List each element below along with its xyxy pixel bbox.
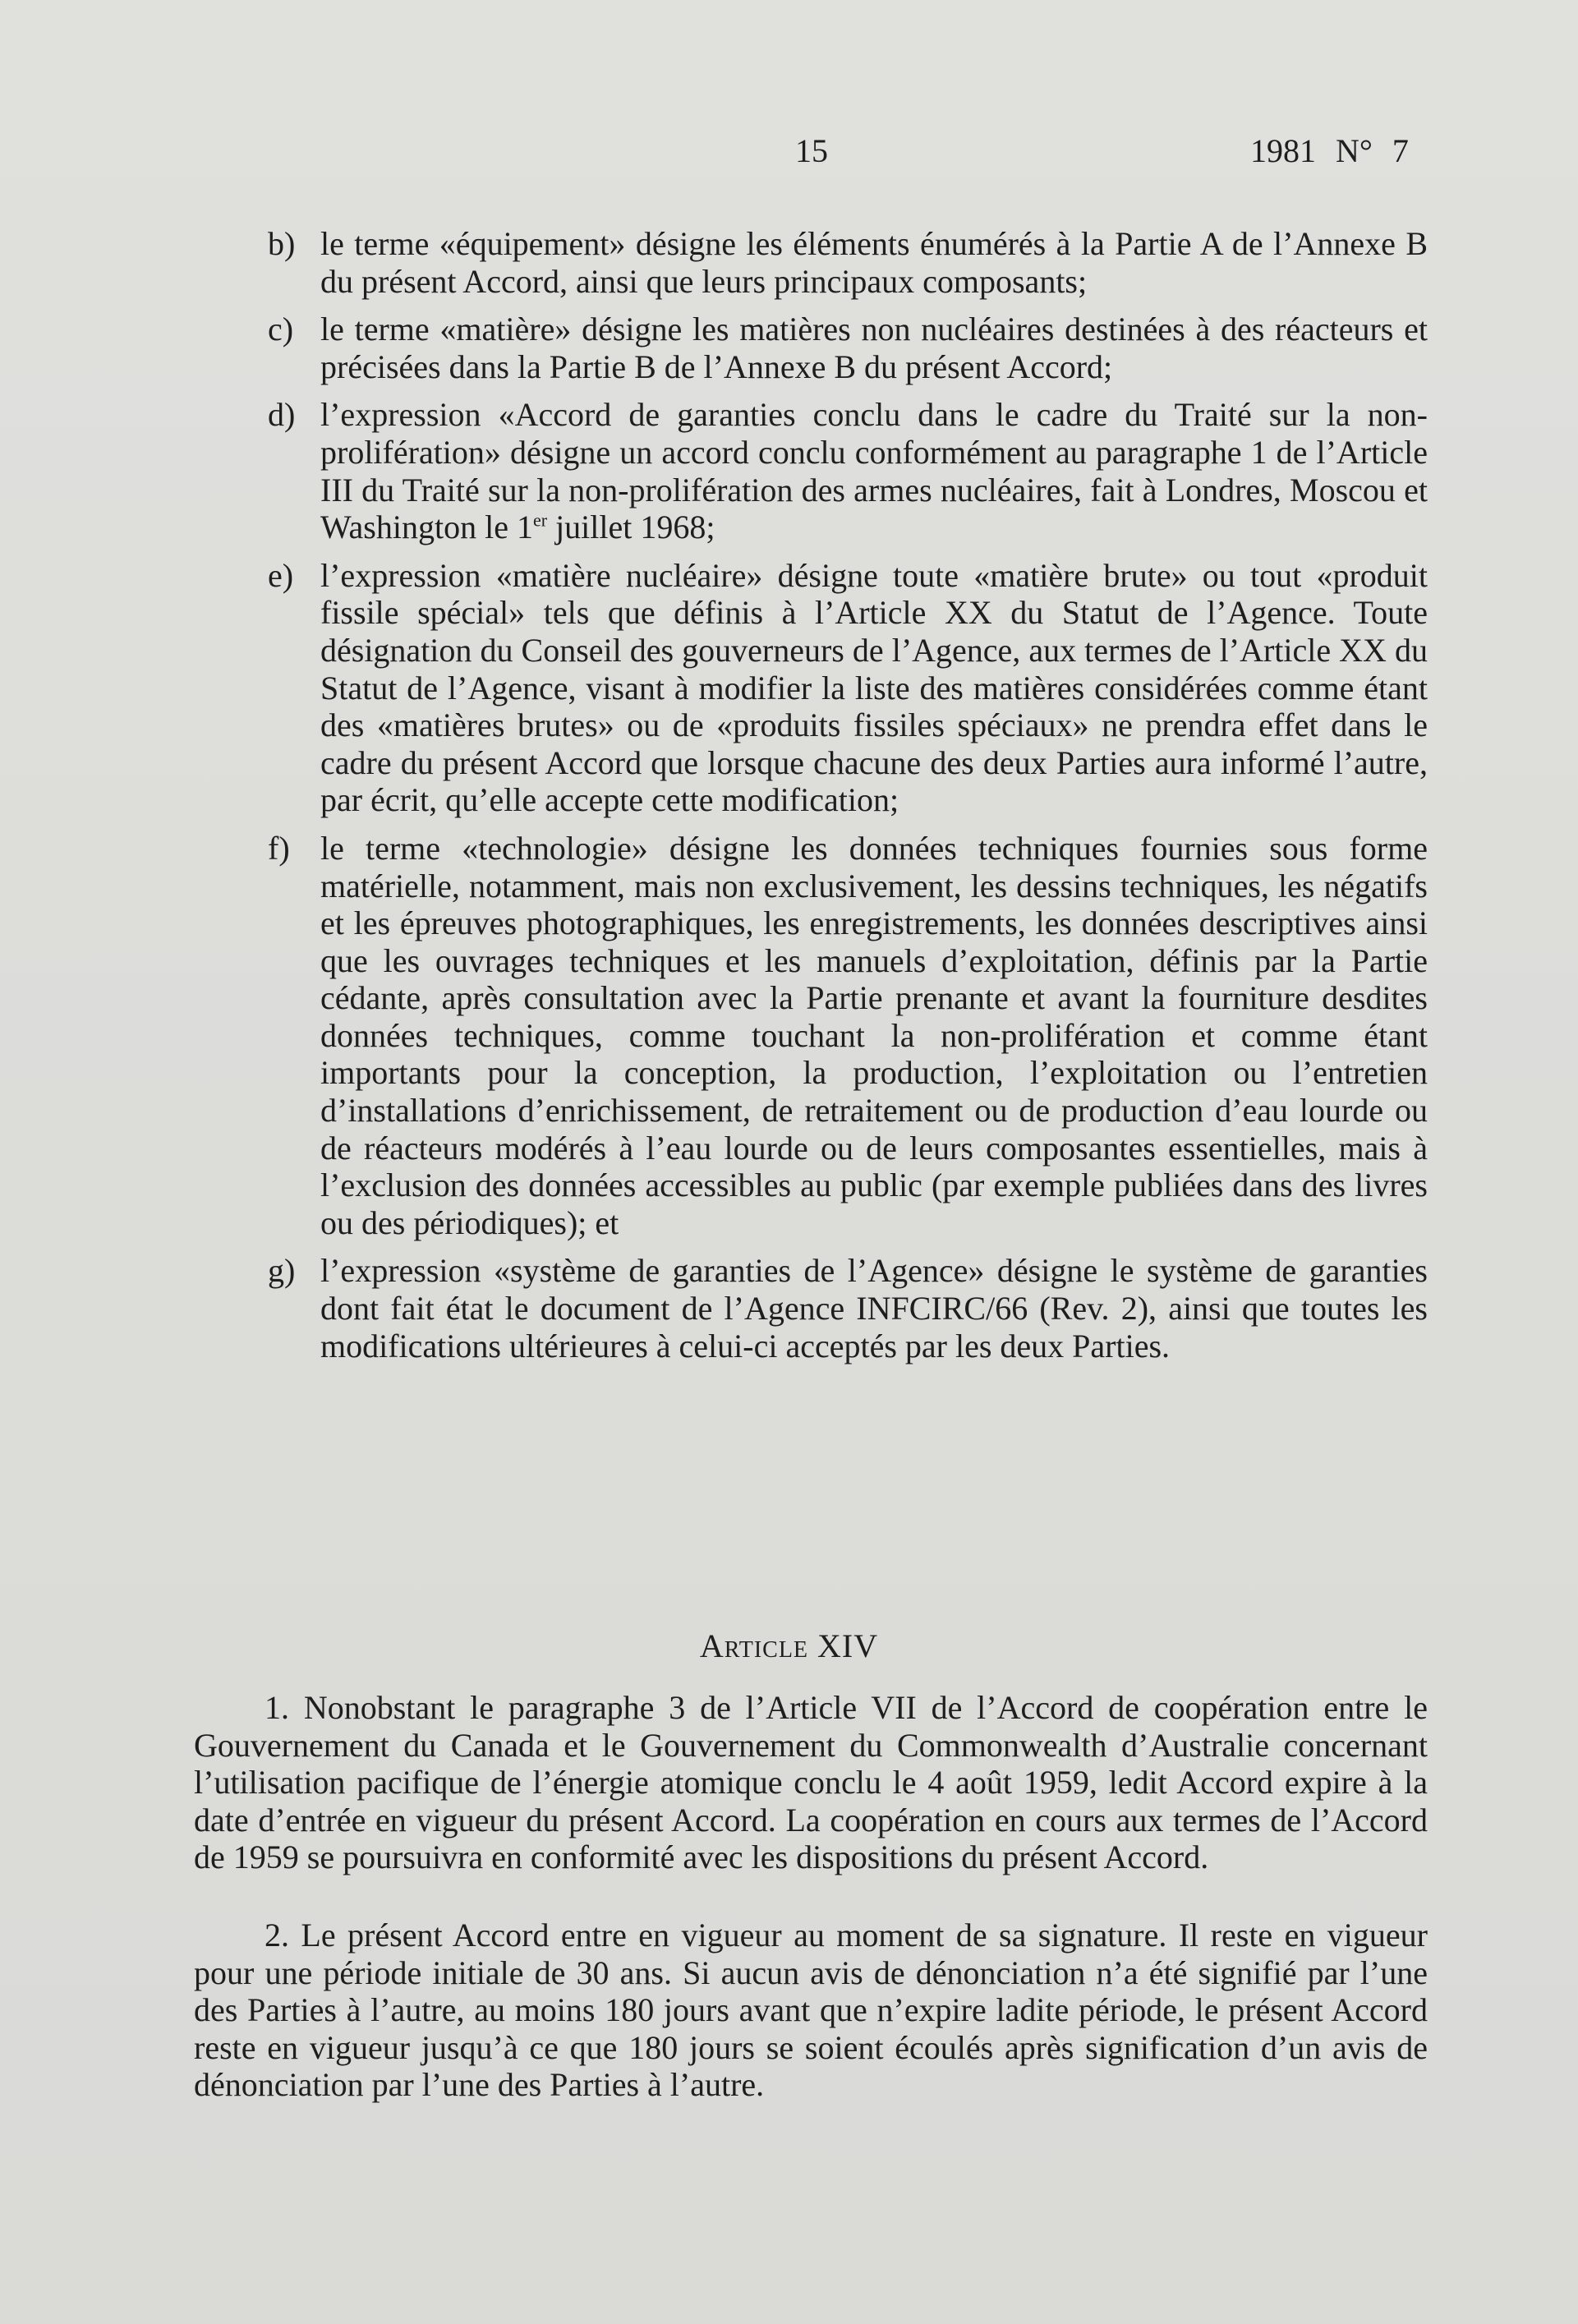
definition-letter: f) xyxy=(268,829,290,867)
definition-item-g xyxy=(268,1252,1428,1364)
definition-text xyxy=(320,396,1428,545)
page-header xyxy=(0,131,1578,173)
definition-item-b xyxy=(268,225,1428,300)
definition-text: le terme «technologie» désigne les données techniques fournies sous forme matérielle, notamment, mais non exclusivement, les dessins techniques, les négatifs et les épreuves photographiques, les enregistrements, les données descriptives ainsi que les ouvrages techniques et les manuels d’exploitation, définis par la Partie cédante, après consultation avec la Partie prenante et avant la fourniture desdites données techniques, comme touchant la non-prolifération et comme étant importants pour la conception, la production, l’exploitation ou l’entretien d’installations d’enrichissement, de retraitement ou de production d’eau lourde ou de réacteurs modérés à l’eau lourde ou de leurs composantes essentielles, mais à l’exclusion des données accessibles au public (par exemple publiées dans des livres ou des périodiques); et xyxy=(320,829,1428,1241)
definition-letter: b) xyxy=(268,225,296,262)
definition-item-e xyxy=(268,557,1428,819)
definition-item-c xyxy=(268,311,1428,385)
definition-text: le terme «équipement» désigne les éléments énumérés à la Partie A de l’Annexe B du présent Accord, ainsi que leurs principaux composants; xyxy=(320,225,1428,300)
article-paragraph-1: 1. Nonobstant le paragraphe 3 de l’Article VII de l’Accord de coopération entre le Gouvernement du Canada et le Gouvernement du Commonwealth d’Australie concernant l’utilisation pacifique de l’énergie atomique conclu le 4 août 1959, ledit Accord expire à la date d’entrée en vigueur du présent Accord. La coopération en cours aux termes de l’Accord de 1959 se poursuivra en conformité avec les dispositions du présent Accord. xyxy=(194,1689,1428,1876)
definition-item-f xyxy=(268,830,1428,1242)
definition-letter: c) xyxy=(268,311,294,348)
article-heading-number: XIV xyxy=(817,1627,879,1664)
definition-text: le terme «matière» désigne les matières non nucléaires destinées à des réacteurs et précisées dans la Partie B de l’Annexe B du présent Accord; xyxy=(320,311,1428,385)
year-number: 1981 N° 7 xyxy=(1250,132,1409,169)
definition-superscript: er xyxy=(532,509,548,531)
definition-letter: g) xyxy=(268,1252,296,1290)
definition-text-after: juillet 1968; xyxy=(547,509,715,546)
definition-text: l’expression «système de garanties de l’Agence» désigne le système de garanties dont fait état le document de l’Agence INFCIRC/66 (Rev. 2), ainsi que toutes les modifications ultérieures à celui-ci acceptés par les deux Parties. xyxy=(320,1252,1428,1364)
definition-text-before: l’expression «Accord de garanties conclu dans le cadre du Traité sur la non-prolifération» désigne un accord conclu conformément au paragraphe 1 de l’Article III du Traité sur la non-prolifération des armes nucléaires, fait à Londres, Moscou et Washington le 1 xyxy=(320,396,1428,546)
definitions-list xyxy=(268,225,1428,1375)
definition-text: l’expression «matière nucléaire» désigne toute «matière brute» ou tout «produit fissile spécial» tels que définis à l’Article XX du Statut de l’Agence. Toute désignation du Conseil des gouverneurs de l’Agence, aux termes de l’Article XX du Statut de l’Agence, visant à modifier la liste des matières considérées comme étant des «matières brutes» ou de «produits fissiles spéciaux» ne prendra effet dans le cadre du présent Accord que lorsque chacune des deux Parties aura informé l’autre, par écrit, qu’elle accepte cette modification; xyxy=(320,556,1428,819)
definition-item-d xyxy=(268,396,1428,545)
article-heading-word: Article xyxy=(699,1627,809,1664)
definition-letter: d) xyxy=(268,396,296,434)
definition-letter: e) xyxy=(268,556,294,594)
article-heading xyxy=(0,1627,1578,1665)
page-number: 15 xyxy=(795,132,828,169)
article-body xyxy=(194,1689,1428,2144)
article-paragraph-2: 2. Le présent Accord entre en vigueur au moment de sa signature. Il reste en vigueur pour une période initiale de 30 ans. Si aucun avis de dénonciation n’a été signifié par l’une des Parties à l’autre, au moins 180 jours avant que n’expire ladite période, le présent Accord reste en vigueur jusqu’à ce que 180 jours se soient écoulés après signification d’un avis de dénonciation par l’une des Parties à l’autre. xyxy=(194,1916,1428,2104)
